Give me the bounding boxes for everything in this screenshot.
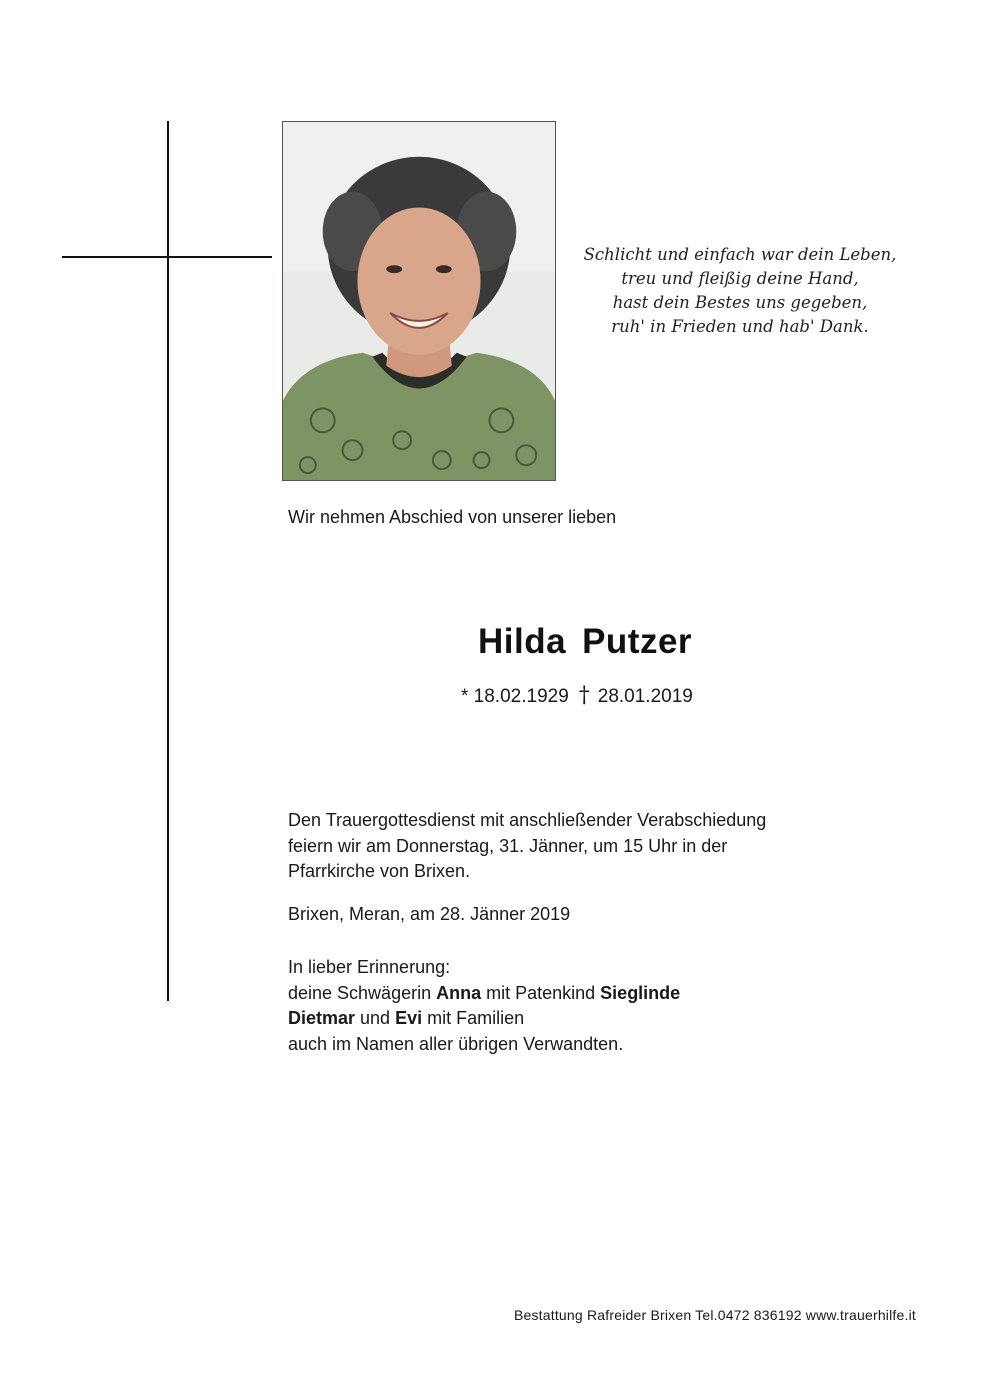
family-line: auch im Namen aller übrigen Verwandten. (288, 1033, 624, 1054)
family-member-name: Evi (395, 1008, 423, 1028)
dagger-icon: † (578, 683, 590, 708)
service-line: Den Trauergottesdienst mit anschließender Verabschiedung (288, 810, 767, 830)
family-member-name: Dietmar (288, 1008, 356, 1028)
first-name: Hilda (478, 622, 567, 661)
portrait-photo-image (283, 122, 555, 480)
poem-line: hast dein Bestes uns gegeben, (612, 293, 868, 312)
cross-icon-vertical-bar (167, 121, 169, 1001)
cross-icon-horizontal-bar (62, 256, 272, 258)
family-heading: In lieber Erinnerung: (288, 957, 451, 977)
last-name: Putzer (582, 622, 693, 661)
poem (560, 243, 920, 339)
poem-line: Schlicht und einfach war dein Leben, (583, 245, 897, 264)
family-member-name: Anna (436, 982, 482, 1003)
funeral-home-footer: Bestattung Rafreider Brixen Tel.0472 836192 www.trauerhilfe.it (513, 1307, 916, 1323)
birth-date: * 18.02.1929 (461, 686, 569, 707)
poem-line: ruh' in Frieden und hab' Dank. (611, 317, 869, 336)
family-signature (288, 955, 680, 1057)
portrait-photo (282, 121, 556, 481)
family-line: deine Schwägerin Anna mit Patenkind Sieglinde (288, 982, 681, 1003)
family-member-name: Sieglinde (600, 982, 681, 1003)
death-date: 28.01.2019 (597, 686, 693, 707)
family-line: Dietmar und Evi mit Familien (288, 1008, 525, 1028)
service-announcement (288, 808, 766, 885)
deceased-name (478, 622, 692, 662)
service-line: Pfarrkirche von Brixen. (288, 861, 471, 881)
place-date: Brixen, Meran, am 28. Jänner 2019 (288, 904, 571, 924)
service-line: feiern wir am Donnerstag, 31. Jänner, um 15 Uhr in der (288, 835, 728, 856)
intro-text: Wir nehmen Abschied von unserer lieben (288, 507, 617, 527)
life-dates (461, 683, 693, 708)
poem-line: treu und fleißig deine Hand, (621, 269, 859, 288)
